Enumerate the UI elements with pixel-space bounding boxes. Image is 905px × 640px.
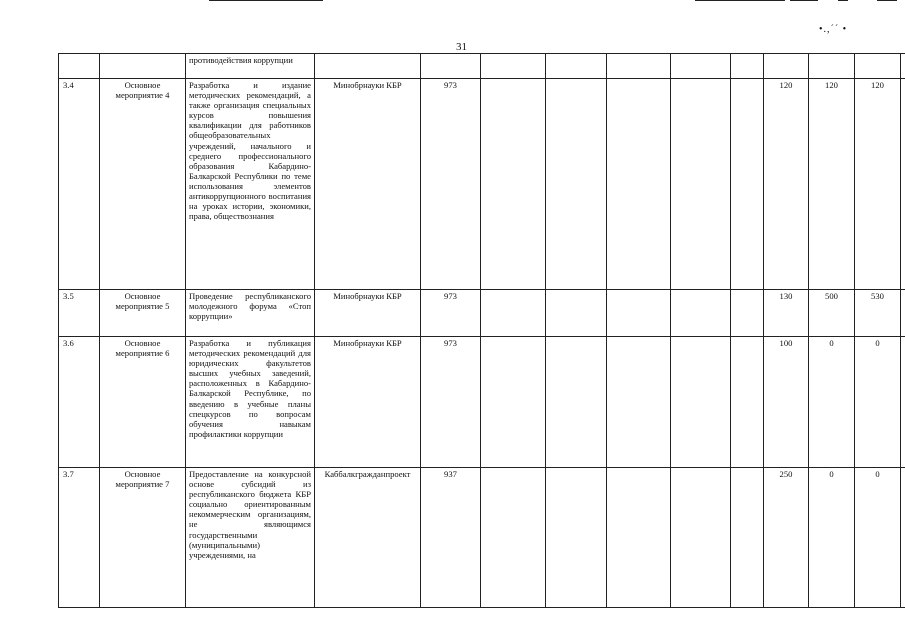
value-year-2: 0 [809, 468, 855, 608]
row-number: 3.7 [59, 468, 100, 608]
measure-description: Разработка и публикация методических рекомендаций для юридических факультетов высших учебных заведений, расположенных в Кабардино-Балкарской Республике, по введению в учебные планы спецкурсов по вопросам обучения навыкам профилактики коррупции [186, 337, 315, 468]
value-year-2: 0 [809, 337, 855, 468]
value-year-2: 500 [809, 290, 855, 337]
value-year-1: 130 [764, 290, 809, 337]
row-number: 3.6 [59, 337, 100, 468]
row-number: 3.5 [59, 290, 100, 337]
top-rule-right-4 [877, 0, 897, 1]
executor: Минобрнауки КБР [315, 290, 421, 337]
value-year-3: 530 [855, 290, 901, 337]
value-year-3: 120 [855, 79, 901, 290]
top-rule-right-3 [838, 0, 848, 1]
budget-code: 973 [421, 337, 481, 468]
value-year-1: 100 [764, 337, 809, 468]
measure-name: Основное мероприятие 6 [100, 337, 186, 468]
budget-code: 937 [421, 468, 481, 608]
table-row [59, 290, 905, 337]
value-year-1: 250 [764, 468, 809, 608]
measure-name: Основное мероприятие 7 [100, 468, 186, 608]
executor: Каббалкгражданпроект [315, 468, 421, 608]
corner-scan-marks: •.,´´ • [819, 24, 848, 35]
continuation-text: противодействия коррупции [186, 54, 315, 79]
measure-description: Предоставление на конкурсной основе субсидий из республиканского бюджета КБР социально ориентированным некоммерческим организациям, не являющимся государственными (муниципальными) учреждениями, на [186, 468, 315, 608]
executor: Минобрнауки КБР [315, 79, 421, 290]
executor: Минобрнауки КБР [315, 337, 421, 468]
measures-table [58, 53, 905, 608]
table-row-continuation [59, 54, 905, 79]
measure-description: Проведение республиканского молодежного форума «Стоп коррупции» [186, 290, 315, 337]
budget-code: 973 [421, 290, 481, 337]
value-year-3: 0 [855, 337, 901, 468]
top-rule-right-2 [790, 0, 818, 1]
table-row [59, 79, 905, 290]
top-rule-left [209, 0, 323, 1]
value-year-1: 120 [764, 79, 809, 290]
top-rule-right-1 [695, 0, 785, 1]
measure-name: Основное мероприятие 5 [100, 290, 186, 337]
value-year-3: 0 [855, 468, 901, 608]
budget-code: 973 [421, 79, 481, 290]
value-year-2: 120 [809, 79, 855, 290]
table-row [59, 468, 905, 608]
page-number: 31 [456, 41, 467, 53]
row-number: 3.4 [59, 79, 100, 290]
measure-description: Разработка и издание методических рекомендаций, а также организация специальных курсов повышения квалификации для работников общеобразовательных учреждений, начального и среднего профессионального образования Кабардино-Балкарской Республики по теме использования элементов антикоррупционного воспитания на уроках истории, экономики, права, обществознания [186, 79, 315, 290]
table-row [59, 337, 905, 468]
measure-name: Основное мероприятие 4 [100, 79, 186, 290]
